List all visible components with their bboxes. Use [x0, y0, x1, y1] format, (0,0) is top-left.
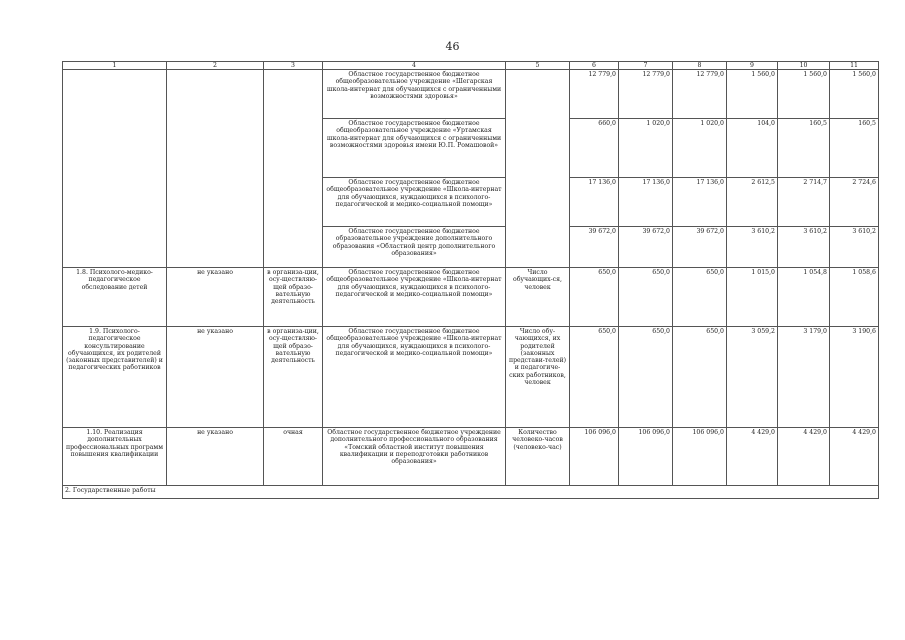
value-cell: 2 714,7	[778, 178, 830, 227]
value-cell: 650,0	[570, 268, 619, 327]
value-cell: 660,0	[570, 119, 619, 178]
value-cell: 1 560,0	[778, 70, 830, 119]
col-header-7: 7	[619, 62, 673, 70]
service-name-cell: 1.9. Психолого-педагогическое консультирование обучающихся, их родителей (законных представителей) и педагогических работников	[63, 327, 167, 428]
value-cell: 1 058,6	[830, 268, 879, 327]
indicator-cell: Количество человеко-часов (человеко-час)	[506, 428, 570, 486]
value-cell: 106 096,0	[619, 428, 673, 486]
institution-cell: Областное государственное бюджетное общеобразовательное учреждение «Школа-интернат для обучающихся, нуждающихся в психолого-педагогической и медико-социальной помощи»	[323, 327, 506, 428]
value-cell: 12 779,0	[570, 70, 619, 119]
value-cell: 650,0	[673, 327, 727, 428]
page-number: 46	[445, 40, 460, 53]
empty-cell	[63, 70, 167, 268]
col-header-4: 4	[323, 62, 506, 70]
institution-cell: Областное государственное бюджетное учреждение дополнительного профессионального образования «Томский областной институт повышения квалификации и переподготовки работников образования»	[323, 428, 506, 486]
value-cell: 104,0	[727, 119, 778, 178]
empty-cell	[264, 70, 323, 268]
col-header-9: 9	[727, 62, 778, 70]
value-cell: 39 672,0	[673, 227, 727, 268]
value-cell: 39 672,0	[570, 227, 619, 268]
col-header-10: 10	[778, 62, 830, 70]
value-cell: 650,0	[673, 268, 727, 327]
institution-cell: Областное государственное бюджетное образовательное учреждение дополнительного образования «Областной центр дополнительного образования»	[323, 227, 506, 268]
table-row	[63, 70, 879, 119]
value-cell: 39 672,0	[619, 227, 673, 268]
value-cell: 4 429,0	[727, 428, 778, 486]
institution-cell: Областное государственное бюджетное общеобразовательное учреждение «Уртамская школа-интернат для обучающихся с ограниченными возможностями здоровья имени Ю.П. Ромашовой»	[323, 119, 506, 178]
col-header-11: 11	[830, 62, 879, 70]
content-cell: не указано	[167, 428, 264, 486]
value-cell: 1 015,0	[727, 268, 778, 327]
table-row	[63, 428, 879, 486]
value-cell: 650,0	[619, 268, 673, 327]
header-row	[63, 62, 879, 70]
value-cell: 1 054,8	[778, 268, 830, 327]
value-cell: 650,0	[619, 327, 673, 428]
table-row	[63, 268, 879, 327]
col-header-1: 1	[63, 62, 167, 70]
value-cell: 160,5	[830, 119, 879, 178]
value-cell: 17 136,0	[619, 178, 673, 227]
service-name-cell: 1.10. Реализация дополнительных профессиональных программ повышения квалификации	[63, 428, 167, 486]
value-cell: 3 610,2	[778, 227, 830, 268]
institution-cell: Областное государственное бюджетное общеобразовательное учреждение «Школа-интернат для обучающихся, нуждающихся в психолого-педагогической и медико-социальной помощи»	[323, 178, 506, 227]
indicator-cell: Число обучающих-ся, человек	[506, 268, 570, 327]
value-cell: 3 059,2	[727, 327, 778, 428]
service-name-cell: 1.8. Психолого-медико-педагогическое обследование детей	[63, 268, 167, 327]
value-cell: 12 779,0	[619, 70, 673, 119]
indicator-cell: Число обу-чающихся, их родителей (законных представи-телей) и педагогиче-ских работников, человек	[506, 327, 570, 428]
form-cell: в организа-ции, осу-ществляю-щей образо-вательную деятельность	[264, 327, 323, 428]
value-cell: 2 612,5	[727, 178, 778, 227]
value-cell: 650,0	[570, 327, 619, 428]
value-cell: 1 560,0	[830, 70, 879, 119]
col-header-3: 3	[264, 62, 323, 70]
col-header-5: 5	[506, 62, 570, 70]
content-cell: не указано	[167, 268, 264, 327]
content-cell: не указано	[167, 327, 264, 428]
value-cell: 106 096,0	[673, 428, 727, 486]
value-cell: 3 610,2	[727, 227, 778, 268]
value-cell: 3 190,6	[830, 327, 879, 428]
value-cell: 2 724,6	[830, 178, 879, 227]
value-cell: 4 429,0	[778, 428, 830, 486]
value-cell: 1 020,0	[673, 119, 727, 178]
value-cell: 3 179,0	[778, 327, 830, 428]
col-header-8: 8	[673, 62, 727, 70]
value-cell: 3 610,2	[830, 227, 879, 268]
institution-cell: Областное государственное бюджетное общеобразовательное учреждение «Шегарская школа-интернат для обучающихся с ограниченными возможностями здоровья»	[323, 70, 506, 119]
value-cell: 12 779,0	[673, 70, 727, 119]
section-title: 2. Государственные работы	[63, 486, 879, 499]
value-cell: 160,5	[778, 119, 830, 178]
col-header-2: 2	[167, 62, 264, 70]
form-cell: в организа-ции, осу-ществляю-щей образо-вательную деятельность	[264, 268, 323, 327]
section-row	[63, 486, 879, 499]
services-table	[62, 61, 879, 499]
value-cell: 17 136,0	[570, 178, 619, 227]
value-cell: 17 136,0	[673, 178, 727, 227]
value-cell: 1 020,0	[619, 119, 673, 178]
col-header-6: 6	[570, 62, 619, 70]
institution-cell: Областное государственное бюджетное общеобразовательное учреждение «Школа-интернат для обучающихся, нуждающихся в психолого-педагогической и медико-социальной помощи»	[323, 268, 506, 327]
form-cell: очная	[264, 428, 323, 486]
empty-cell	[506, 70, 570, 268]
value-cell: 4 429,0	[830, 428, 879, 486]
value-cell: 106 096,0	[570, 428, 619, 486]
table-row	[63, 327, 879, 428]
value-cell: 1 560,0	[727, 70, 778, 119]
empty-cell	[167, 70, 264, 268]
